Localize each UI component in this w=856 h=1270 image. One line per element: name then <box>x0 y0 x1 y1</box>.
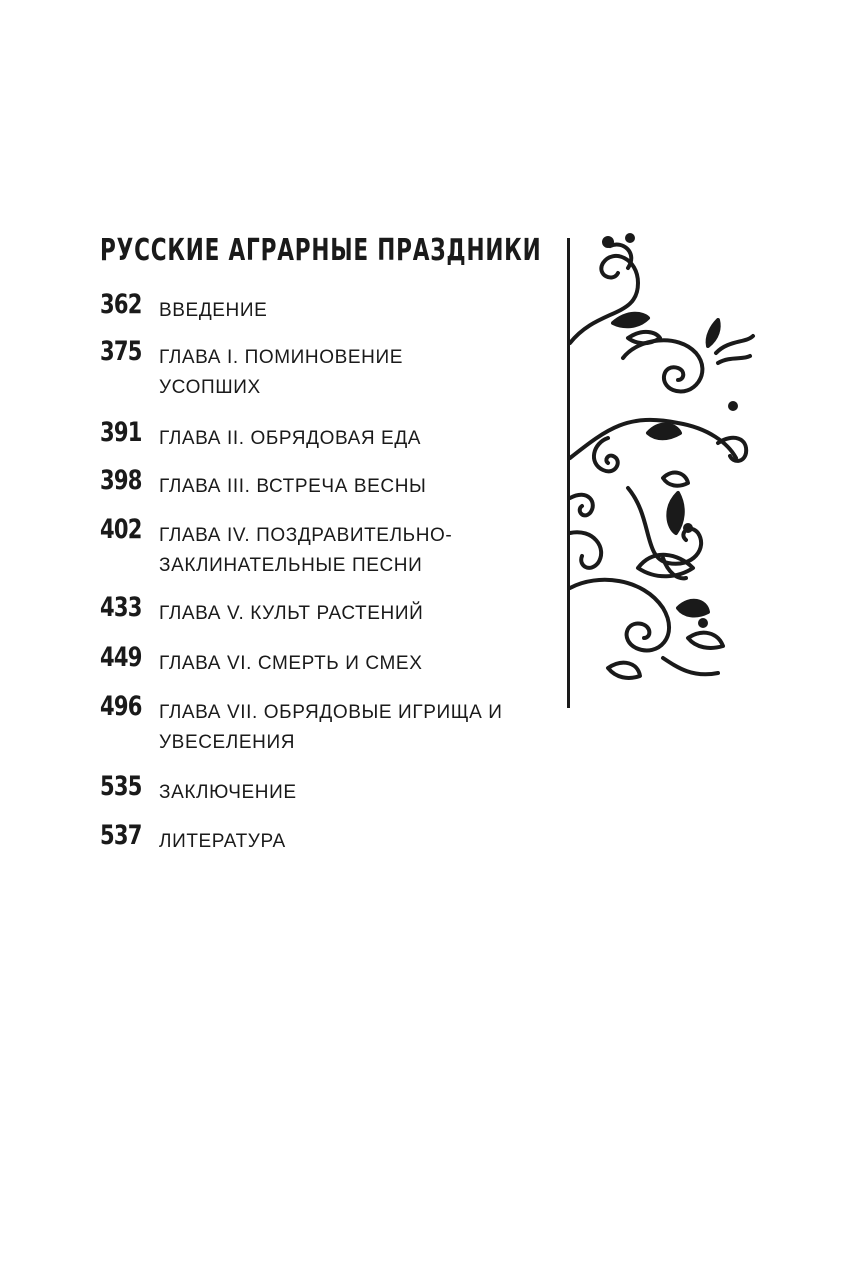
toc-entry-title: ГЛАВА V. КУЛЬТ РАСТЕНИЙ <box>159 603 424 624</box>
toc-entry-title: ЛИТЕРАТУРА <box>159 831 286 852</box>
toc-page-number: 362 <box>100 289 142 320</box>
toc-entry-title: ГЛАВА VII. ОБРЯДОВЫЕ ИГРИЩА И УВЕСЕЛЕНИЯ <box>159 702 503 753</box>
toc-page-number: 391 <box>100 417 142 448</box>
floral-vine-ornament-icon <box>568 228 768 688</box>
toc-page-number: 537 <box>100 820 142 851</box>
toc-entry-title: ГЛАВА IV. ПОЗДРАВИТЕЛЬНО-ЗАКЛИНАТЕЛЬНЫЕ ПЕСНИ <box>159 525 453 576</box>
toc-page-number: 433 <box>100 592 142 623</box>
toc-title: РУССКИЕ АГРАРНЫЕ ПРАЗДНИКИ <box>100 233 542 268</box>
toc-entry-title: ГЛАВА III. ВСТРЕЧА ВЕСНЫ <box>159 476 427 497</box>
toc-page-number: 535 <box>100 771 142 802</box>
toc-entry-title: ГЛАВА I. ПОМИНОВЕНИЕ УСОПШИХ <box>159 347 404 398</box>
toc-page-number: 398 <box>100 465 142 496</box>
toc-page-number: 449 <box>100 642 142 673</box>
toc-entry-title: ГЛАВА VI. СМЕРТЬ И СМЕХ <box>159 653 423 674</box>
toc-page-number: 496 <box>100 691 142 722</box>
toc-entry-title: ВВЕДЕНИЕ <box>159 300 268 321</box>
toc-page-number: 402 <box>100 514 142 545</box>
toc-entry-title: ГЛАВА II. ОБРЯДОВАЯ ЕДА <box>159 428 422 449</box>
toc-page-number: 375 <box>100 336 142 367</box>
toc-entry-title: ЗАКЛЮЧЕНИЕ <box>159 782 297 803</box>
